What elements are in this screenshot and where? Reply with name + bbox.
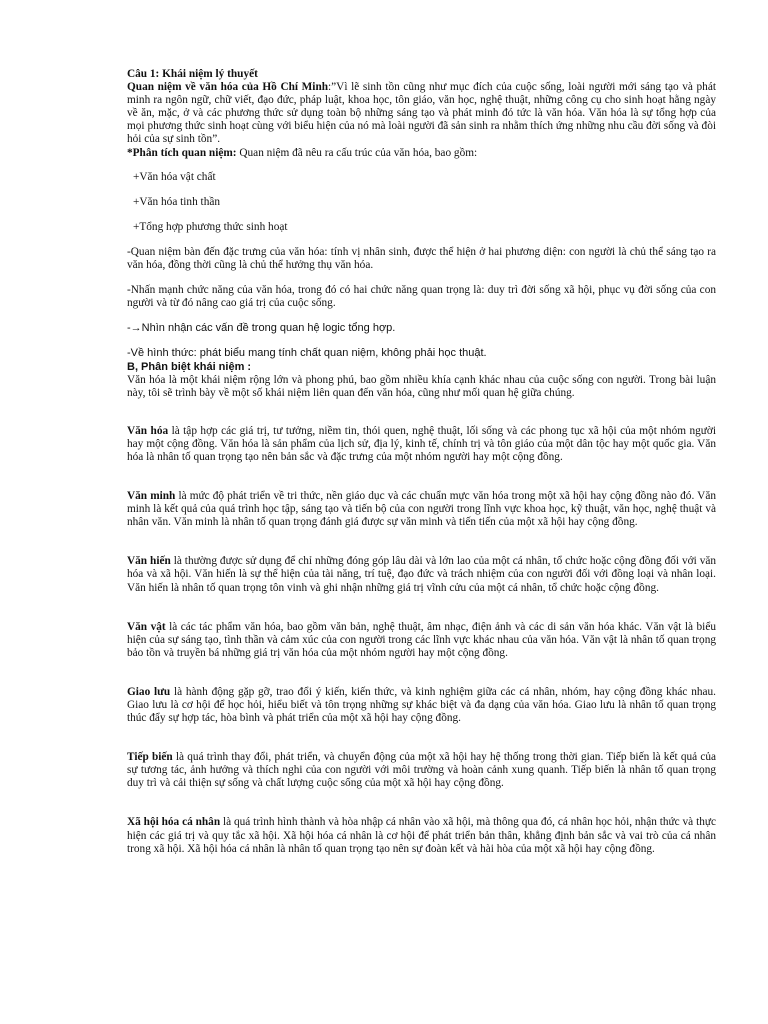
term-label: Văn minh — [127, 490, 176, 503]
term-definition: là mức độ phát triển về tri thức, nền giáo dục và các chuẩn mực văn hóa trong một xã hội hay cộng đồng nào đó. Văn minh là kết quả của quá trình học tập, sáng tạo và tiến bộ của con người trong lĩnh vực khoa học, kỹ thuật, văn học, nghệ thuật và nhân văn. Văn minh là nhân tố quan trọng đánh giá được sự văn minh và tiến tiến của một xã hội hay cộng đồng. — [127, 490, 716, 529]
form-paragraph: -Về hình thức: phát biểu mang tính chất quan niệm, không phải học thuật. — [127, 347, 487, 360]
term-definition: là quá trình hình thành và hòa nhập cá nhân vào xã hội, mà thông qua đó, cá nhân học hỏi, nhận thức và thực hiện các giá trị và quy tắc xã hội. Xã hội hóa cá nhân là cơ hội để phát triển bản thân, khẳng định bản sắc và vai trò của cá nhân trong xã hội. Xã hội hóa cá nhân là nhân tố quan trọng tạo nên sự đoàn kết và hài hòa của một xã hội hay cộng đồng. — [127, 816, 716, 855]
list-item-material-culture: +Văn hóa vật chất — [133, 170, 216, 183]
section-b-heading: B, Phân biệt khái niệm : — [127, 360, 252, 373]
term-paragraph-tiep-bien — [127, 751, 716, 790]
term-paragraph-van-hoa — [127, 425, 716, 464]
term-paragraph-giao-luu — [127, 686, 716, 725]
analysis-label: *Phân tích quan niệm: — [127, 146, 237, 159]
term-label: Giao lưu — [127, 685, 171, 698]
term-paragraph-van-hien — [127, 555, 716, 594]
term-definition: là thường được sử dụng để chỉ những đóng góp lâu dài và lớn lao của một cá nhân, tổ chức hoặc cộng đồng đối với văn hóa và xã hội. Văn hiến là sự thể hiện của tài năng, trí tuệ, đạo đức và trách nhiệm của con người đối với đồng loại và nhân loại. Văn hiến là nhân tố quan trọng tôn vinh và ghi nhận những giá trị vĩnh cửu của một cá nhân, tổ chức hoặc cộng đồng. — [127, 555, 717, 594]
term-definition: là các tác phẩm văn hóa, bao gồm văn bản, nghệ thuật, âm nhạc, điện ảnh và các di sản văn hóa khác. Văn vật là biểu hiện của sự sáng tạo, tình thần và cảm xúc của con người trong các lĩnh vực khác nhau của văn hóa. Văn vật là nhân tố quan trọng bảo tồn và truyền bá những giá trị văn hóa của một nhóm người hay một cộng đồng. — [127, 620, 716, 659]
term-label: Văn vật — [127, 620, 166, 633]
function-paragraph: -Nhấn mạnh chức năng của văn hóa, trong đó có hai chức năng quan trọng là: duy trì đời sống xã hội, phục vụ đời sống của con người và từ đó nâng cao giá trị của cuộc sống. — [127, 284, 716, 310]
term-paragraph-van-minh — [127, 490, 716, 529]
intro-paragraph: Văn hóa là một khái niệm rộng lớn và phong phú, bao gồm nhiều khía cạnh khác nhau của cuộc sống con người. Trong bài luận này, tôi sẽ trình bày về một số khái niệm liên quan đến văn hóa, cũng như mối quan hệ giữa chúng. — [127, 373, 716, 399]
logic-paragraph: -→Nhìn nhận các vấn đề trong quan hệ logic tổng hợp. — [127, 322, 396, 335]
term-paragraph-van-vat — [127, 621, 716, 660]
quote-text: :”Vì lẽ sinh tồn cũng như mục đích của cuộc sống, loài người mới sáng tạo và phát minh ra ngôn ngữ, chữ viết, đạo đức, pháp luật, khoa học, tôn giáo, văn học, nghệ thuật, những công cụ cho sinh hoạt hằng ngày về ăn, mặc, ở và các phương thức sử dụng toàn bộ những sáng tạo và phát minh đó tức là văn hóa. Văn hóa là sự tổng hợp của mọi phương thức sinh hoạt cùng với biểu hiện của nó mà loài người đã sản sinh ra nhằm thích ứng những nhu cầu đời sống và đòi hỏi của sự sinh tồn”. — [127, 81, 716, 146]
analysis-text: Quan niệm đã nêu ra cấu trúc của văn hóa, bao gồm: — [236, 146, 478, 159]
term-label: Văn hiến — [127, 555, 171, 568]
analysis-paragraph — [127, 147, 716, 160]
list-item-lifestyle-synthesis: +Tổng hợp phương thức sinh hoạt — [133, 220, 288, 233]
term-label: Tiếp biến — [127, 751, 173, 764]
quote-label: Quan niệm về văn hóa của Hồ Chí Minh — [127, 81, 329, 94]
document-title: Câu 1: Khái niệm lý thuyết — [127, 68, 258, 80]
term-definition: là quá trình thay đổi, phát triển, và chuyển động của một xã hội hay hệ thống trong thời gian. Tiếp biến là kết quả của sự tương tác, ảnh hưởng và thích nghi của con người với môi trường và hoàn cảnh xung quanh. Tiếp biến là nhân tố quan trọng duy trì và cải thiện sự sống và chất lượng cuộc sống của một xã hội hay cộng đồng. — [127, 751, 717, 790]
term-label: Xã hội hóa cá nhân — [127, 816, 221, 829]
characteristic-paragraph: -Quan niệm bàn đến đặc trưng của văn hóa: tính vị nhân sinh, được thể hiện ở hai phương diện: con người là chủ thể sáng tạo ra văn hóa, đồng thời cũng là chủ thể hưởng thụ văn hóa. — [127, 245, 716, 272]
term-definition: là tập hợp các giá trị, tư tưởng, niềm tin, thói quen, nghệ thuật, lối sống và các phong tục xã hội của một nhóm người hay một cộng đồng. Văn hóa là sản phẩm của lịch sử, địa lý, kinh tế, chính trị và tôn giáo của một dân tộc hay một quốc gia. Văn hóa là nhân tố quan trọng tạo nên bản sắc và đặc trưng của một nhóm người hay một cộng đồng. — [127, 424, 716, 463]
term-definition: là hành động gặp gỡ, trao đổi ý kiến, kiến thức, và kinh nghiệm giữa các cá nhân, nhóm, hay cộng đồng khác nhau. Giao lưu là cơ hội để học hỏi, hiểu biết và tôn trọng những sự khác biệt và đa dạng của văn hóa. Giao lưu là nhân tố quan trọng thúc đẩy sự hợp tác, hòa bình và phát triển của một xã hội hay cộng đồng. — [127, 685, 716, 725]
term-label: Văn hóa — [127, 424, 169, 437]
list-item-spiritual-culture: +Văn hóa tinh thần — [133, 195, 220, 208]
term-paragraph-xa-hoi-hoa-ca-nhan — [127, 816, 716, 855]
ho-chi-minh-quote-paragraph — [127, 81, 716, 146]
